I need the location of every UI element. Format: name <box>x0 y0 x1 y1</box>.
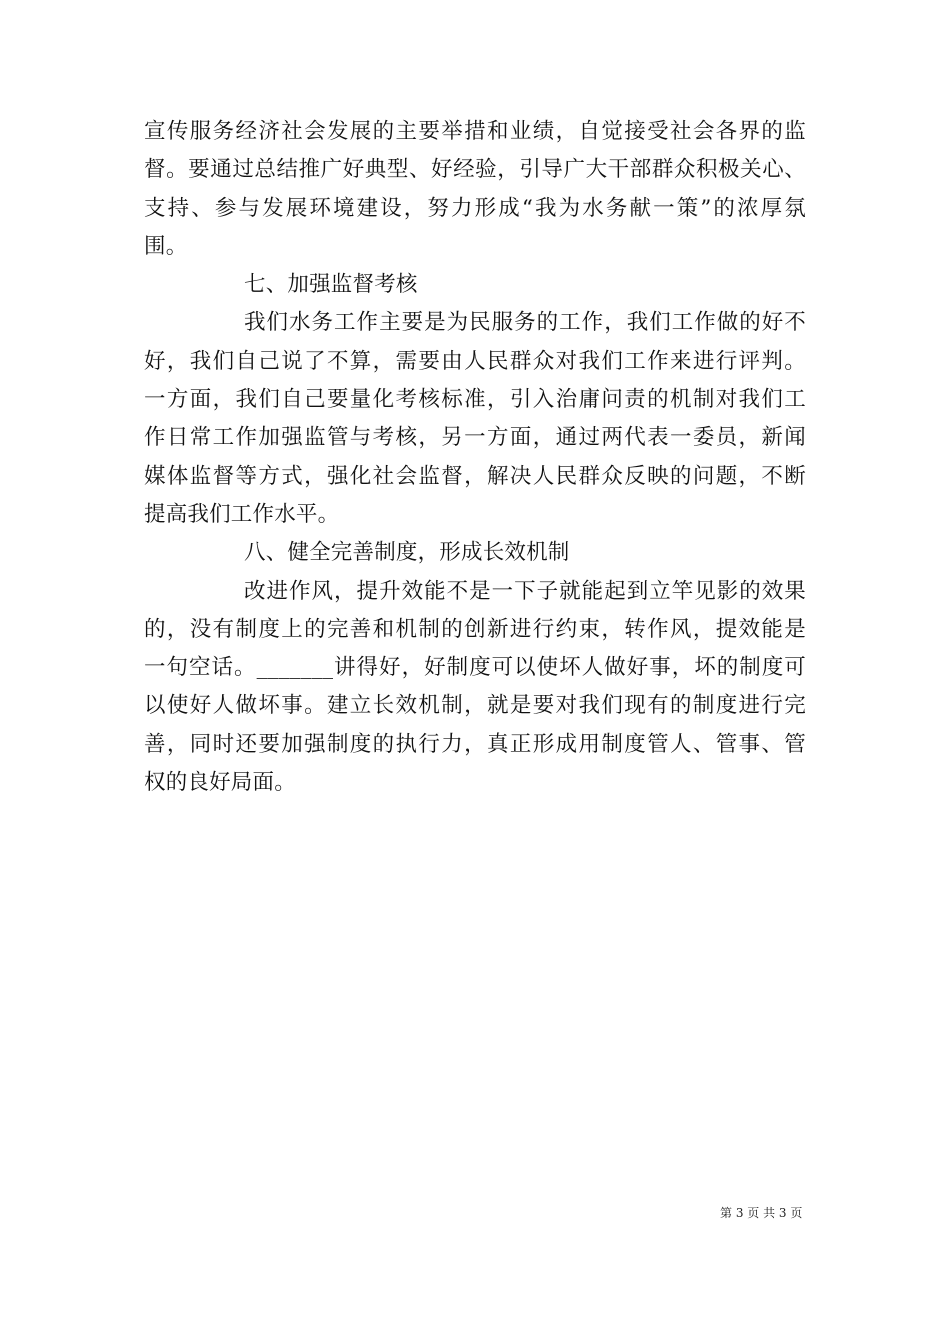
paragraph-line: 围。 <box>144 233 188 259</box>
section-heading-8: 八、健全完善制度，形成长效机制 <box>244 540 570 566</box>
paragraph-line: 宣传服务经济社会发展的主要举措和业绩，自觉接受社会各界的监 <box>144 119 806 144</box>
paragraph-line: 的，没有制度上的完善和机制的创新进行约束，转作风，提效能是 <box>144 616 806 642</box>
paragraph-line: 我们水务工作主要是为民服务的工作，我们工作做的好不 <box>244 310 806 336</box>
paragraph-line: 以使好人做坏事。建立长效机制，就是要对我们现有的制度进行完 <box>144 693 806 719</box>
paragraph-line: 一方面，我们自己要量化考核标准，引入治庸问责的机制对我们工 <box>144 387 806 413</box>
paragraph-line: 提高我们工作水平。 <box>144 501 340 527</box>
paragraph-line: 媒体监督等方式，强化社会监督，解决人民群众反映的问题，不断 <box>144 463 806 489</box>
paragraph-line: 督。要通过总结推广好典型、好经验，引导广大干部群众积极关心、 <box>144 157 806 183</box>
document-body <box>144 113 806 802</box>
paragraph-line: 善，同时还要加强制度的执行力，真正形成用制度管人、管事、管 <box>144 731 806 757</box>
paragraph-line: 一句空话。_______讲得好，好制度可以使坏人做好事，坏的制度可 <box>144 655 806 681</box>
paragraph-line: 作日常工作加强监管与考核，另一方面，通过两代表一委员，新闻 <box>144 425 806 451</box>
page-number-footer: 第 3 页 共 3 页 <box>720 1206 803 1220</box>
paragraph-line: 支持、参与发展环境建设，努力形成“我为水务献一策”的浓厚氛 <box>144 195 806 221</box>
paragraph-line: 好，我们自己说了不算，需要由人民群众对我们工作来进行评判。 <box>144 348 806 374</box>
paragraph-line: 权的良好局面。 <box>144 770 296 796</box>
paragraph-line: 改进作风，提升效能不是一下子就能起到立竿见影的效果 <box>244 578 806 604</box>
section-heading-7: 七、加强监督考核 <box>244 272 418 298</box>
